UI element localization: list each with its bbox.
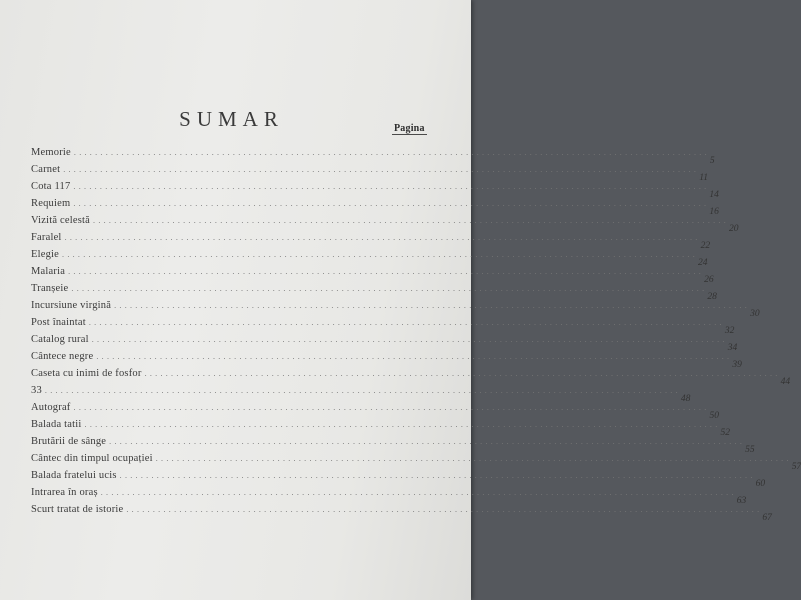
toc-entry-page: 50	[709, 411, 720, 421]
toc-entry-page: 44	[780, 377, 791, 387]
toc-entry-title: Intrarea în oraș	[31, 487, 98, 498]
toc-entry-page: 67	[762, 513, 772, 523]
toc-entry-title: Memorie	[31, 147, 71, 158]
dot-leader: ........................................................................................................................	[119, 471, 756, 480]
dot-leader: ........................................................................................................................	[71, 284, 708, 293]
toc-entry-page: 28	[707, 292, 717, 302]
dot-leader: ........................................................................................................................	[62, 250, 699, 259]
dot-leader: ........................................................................................................................	[144, 369, 781, 378]
toc-entry-title: Caseta cu inimi de fosfor	[31, 368, 142, 379]
toc-entry-title: Elegie	[31, 249, 60, 260]
toc-entry-page: 26	[704, 275, 714, 285]
toc-entry-title: Balada tatii	[31, 419, 82, 430]
toc-entry-title: Post înaintat	[31, 317, 86, 328]
toc-entry-title: Autograf	[31, 402, 71, 413]
page-title: SUMAR	[179, 107, 284, 131]
toc-entry-title: Catalog rural	[31, 334, 89, 345]
toc-entry-page: 5	[709, 156, 715, 166]
toc-entry-title: Cântec din timpul ocupației	[31, 453, 153, 464]
toc-entry-page: 22	[700, 241, 711, 251]
toc-entry-page: 60	[755, 479, 766, 489]
dot-leader: ........................................................................................................................	[96, 352, 733, 361]
toc-entry	[31, 161, 708, 183]
dot-leader: ........................................................................................................................	[100, 488, 737, 497]
toc-entry-title: Scurt tratat de istorie	[31, 504, 124, 515]
toc-entry	[31, 178, 719, 200]
toc-entry-page: 14	[709, 190, 719, 200]
toc-entry-title: Tranșeie	[31, 283, 69, 294]
toc-entry-page: 34	[727, 343, 738, 353]
dot-leader: ........................................................................................................................	[109, 437, 746, 446]
toc-entry-page: 57	[791, 462, 801, 472]
dot-leader: ........................................................................................................................	[114, 301, 751, 310]
toc-entry-title: Cota 117	[31, 181, 71, 192]
dot-leader: ........................................................................................................................	[73, 182, 710, 191]
dot-leader: ........................................................................................................................	[63, 165, 700, 174]
dot-leader: ........................................................................................................................	[91, 335, 728, 344]
toc-entry-title: Carnet	[31, 164, 61, 175]
toc-entry	[31, 467, 766, 489]
toc-entry-title: Requiem	[31, 198, 71, 209]
toc-entry-page: 32	[724, 326, 735, 336]
toc-entry-title: 33	[31, 385, 42, 396]
dot-leader: ........................................................................................................................	[44, 386, 681, 395]
dot-leader: ........................................................................................................................	[64, 233, 701, 242]
page-column-header: Pagina	[394, 123, 425, 134]
dot-leader: ........................................................................................................................	[84, 420, 721, 429]
toc-entry-page: 52	[720, 428, 731, 438]
toc-entry-title: Cântece negre	[31, 351, 94, 362]
toc-entry-title: Faralel	[31, 232, 62, 243]
dot-leader: ........................................................................................................................	[73, 403, 710, 412]
toc-entry-title: Malaria	[31, 266, 66, 277]
toc-entry	[31, 382, 691, 404]
toc-entry-page: 48	[680, 394, 691, 404]
table-of-contents	[31, 144, 801, 523]
toc-entry-page: 39	[732, 360, 742, 370]
toc-entry-page: 30	[750, 309, 760, 319]
dot-leader: ........................................................................................................................	[88, 318, 725, 327]
toc-entry-page: 20	[729, 224, 739, 234]
toc-entry-page: 63	[736, 496, 747, 506]
toc-entry-title: Brutării de sânge	[31, 436, 107, 447]
dot-leader: ........................................................................................................................	[126, 505, 763, 514]
toc-entry-title: Balada fratelui ucis	[31, 470, 117, 481]
toc-entry-title: Incursiune virgină	[31, 300, 112, 311]
dot-leader: ........................................................................................................................	[155, 454, 792, 463]
toc-entry-page: 11	[699, 173, 708, 183]
dot-leader: ........................................................................................................................	[73, 148, 710, 157]
dot-leader: ........................................................................................................................	[68, 267, 705, 276]
toc-entry-page: 16	[709, 207, 719, 217]
toc-entry	[31, 144, 715, 166]
toc-entry-page: 55	[745, 445, 755, 455]
toc-entry-page: 24	[698, 258, 708, 268]
toc-entry-title: Vizită celestă	[31, 215, 91, 226]
toc-entry	[31, 229, 711, 251]
toc-entry	[31, 246, 708, 268]
dot-leader: ........................................................................................................................	[93, 216, 730, 225]
toc-entry	[31, 314, 735, 336]
dot-leader: ........................................................................................................................	[73, 199, 710, 208]
toc-entry	[31, 484, 747, 506]
